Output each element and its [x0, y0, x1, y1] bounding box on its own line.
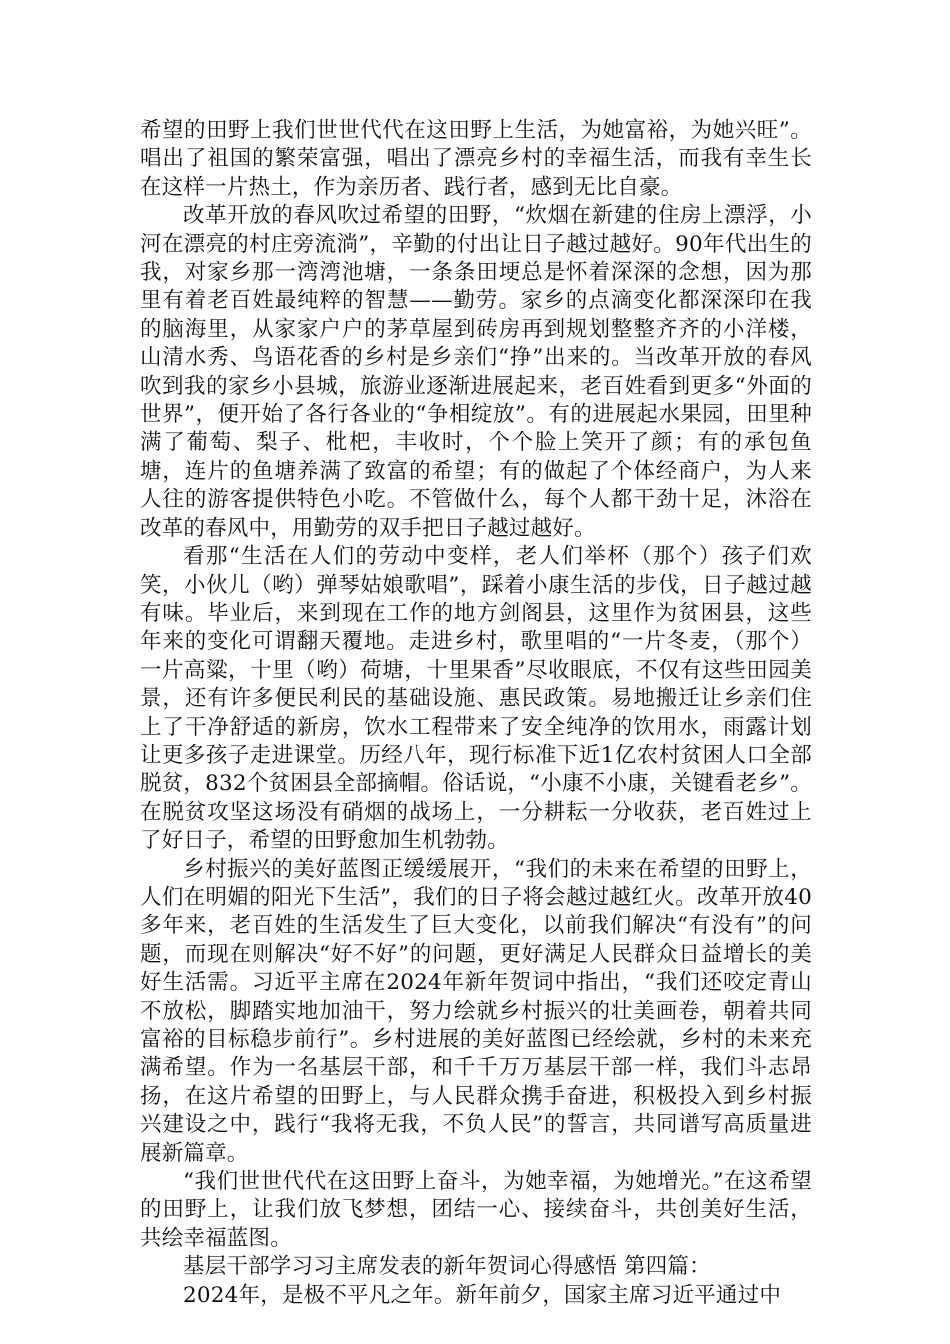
paragraph-closing: “我们世世代代在这田野上奋斗，为她幸福，为她增光。”在这希望的田野上，让我们放飞梦想，团结一心、接续奋斗，共创美好生活，共绘幸福蓝图。 — [140, 1169, 812, 1251]
document-body — [140, 117, 812, 1310]
paragraph-rural-revitalization: 乡村振兴的美好蓝图正缓缓展开，“我们的未来在希望的田野上，人们在明媚的阳光下生活”，我们的日子将会越过越红火。改革开放40多年来，老百姓的生活发生了巨大变化，以前我们解决“有没有”的问题，而现在则解决“好不好”的问题，更好满足人民群众日益增长的美好生活需。习近平主席在2024年新年贺词中指出，“我们还咬定青山不放松，脚踏实地加油干，努力绘就乡村振兴的壮美画卷，朝着共同富裕的目标稳步前行”。乡村进展的美好蓝图已经绘就，乡村的未来充满希望。作为一名基层干部，和千千万万基层干部一样，我们斗志昂扬，在这片希望的田野上，与人民群众携手奋进，积极投入到乡村振兴建设之中，践行“我将无我，不负人民”的誓言，共同谱写高质量进展新篇章。 — [140, 856, 812, 1166]
paragraph-reform-spring: 改革开放的春风吹过希望的田野，“炊烟在新建的住房上漂浮，小河在漂亮的村庄旁流淌”，辛勤的付出让日子越过越好。90年代出生的我，对家乡那一湾湾池塘，一条条田埂总是怀着深深的念想，因为那里有着老百姓最纯粹的智慧——勤劳。家乡的点滴变化都深深印在我的脑海里，从家家户户的茅草屋到砖房再到规划整整齐齐的小洋楼，山清水秀、鸟语花香的乡村是乡亲们“挣”出来的。当改革开放的春风吹到我的家乡小县城，旅游业逐渐进展起来，老百姓看到更多“外面的世界”，便开始了各行各业的“争相绽放”。有的进展起水果园，田里种满了葡萄、梨子、枇杷，丰收时，个个脸上笑开了颜；有的承包鱼塘，连片的鱼塘养满了致富的希望；有的做起了个体经商户，为人来人往的游客提供特色小吃。不管做什么，每个人都干劲十足，沐浴在改革的春风中，用勤劳的双手把日子越过越好。 — [140, 203, 812, 541]
paragraph-part-four-start: 2024年，是极不平凡之年。新年前夕，国家主席习近平通过中 — [183, 1282, 782, 1308]
section-heading: 基层干部学习习主席发表的新年贺词心得感悟 第四篇： — [183, 1254, 711, 1280]
paragraph-moderately-prosperous-life: 看那“生活在人们的劳动中变样，老人们举杯（那个）孩子们欢笑，小伙儿（哟）弹琴姑娘歌唱”，踩着小康生活的步伐，日子越过越有味。毕业后，来到现在工作的地方剑阁县，这里作为贫困县，这些年来的变化可谓翻天覆地。走进乡村，歌里唱的“一片冬麦，（那个）一片高粱，十里（哟）荷塘，十里果香”尽收眼底，不仅有这些田园美景，还有许多便民利民的基础设施、惠民政策。易地搬迁让乡亲们住上了干净舒适的新房，饮水工程带来了安全纯净的饮用水，雨露计划让更多孩子走进课堂。历经八年，现行标准下近1亿农村贫困人口全部脱贫，832个贫困县全部摘帽。俗话说，“小康不小康，关键看老乡”。在脱贫攻坚这场没有硝烟的战场上，一分耕耘一分收获，老百姓过上了好日子，希望的田野愈加生机勃勃。 — [140, 544, 812, 854]
paragraph-continuation: 希望的田野上我们世世代代在这田野上生活，为她富裕，为她兴旺”。唱出了祖国的繁荣富强，唱出了漂亮乡村的幸福生活，而我有幸生长在这样一片热土，作为亲历者、践行者，感到无比自豪。 — [140, 118, 812, 200]
